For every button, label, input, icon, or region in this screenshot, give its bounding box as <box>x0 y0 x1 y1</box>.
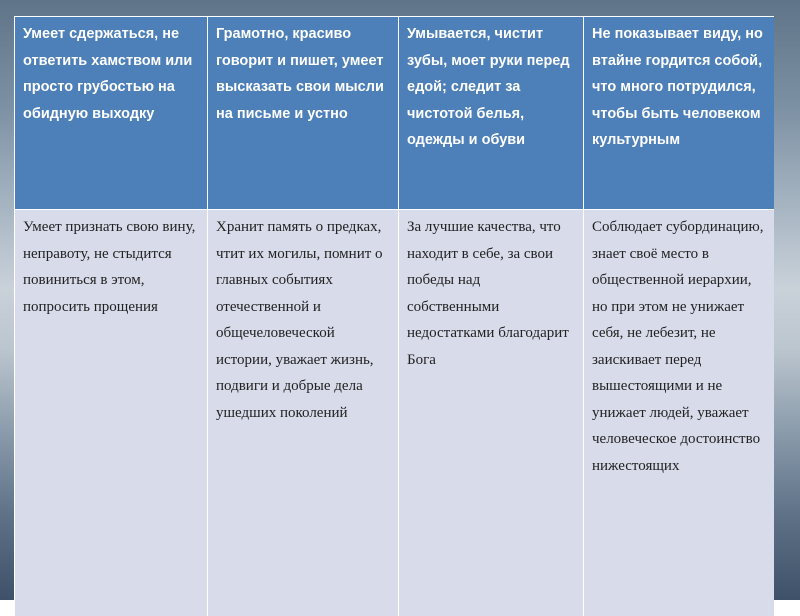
header-cell-4: Не показывает виду, но втайне гордится собой, что много потрудился, чтобы быть человеком культурным <box>584 17 775 210</box>
table-row <box>15 210 775 616</box>
culture-qualities-table <box>14 16 774 616</box>
header-cell-2: Грамотно, красиво говорит и пишет, умеет высказать свои мысли на письме и устно <box>208 17 399 210</box>
table-header-row <box>15 17 775 210</box>
body-cell-4: Соблюдает субординацию, знает своё место в общественной иерархии, но при этом не унижает себя, не лебезит, не заискивает перед вышестоящими и не унижает людей, уважает человеческое достоинство нижестоящих <box>584 210 775 616</box>
header-cell-3: Умывается, чистит зубы, моет руки перед едой; следит за чистотой белья, одежды и обуви <box>399 17 584 210</box>
body-cell-1: Умеет признать свою вину, неправоту, не стыдится повиниться в этом, попросить прощения <box>15 210 208 616</box>
body-cell-2: Хранит память о предках, чтит их могилы, помнит о главных событиях отечественной и общечеловеческой истории, уважает жизнь, подвиги и добрые дела ушедших поколений <box>208 210 399 616</box>
slide-table-container <box>14 16 774 616</box>
header-cell-1: Умеет сдержаться, не ответить хамством или просто грубостью на обидную выходку <box>15 17 208 210</box>
body-cell-3: За лучшие качества, что находит в себе, за свои победы над собственными недостатками благодарит Бога <box>399 210 584 616</box>
